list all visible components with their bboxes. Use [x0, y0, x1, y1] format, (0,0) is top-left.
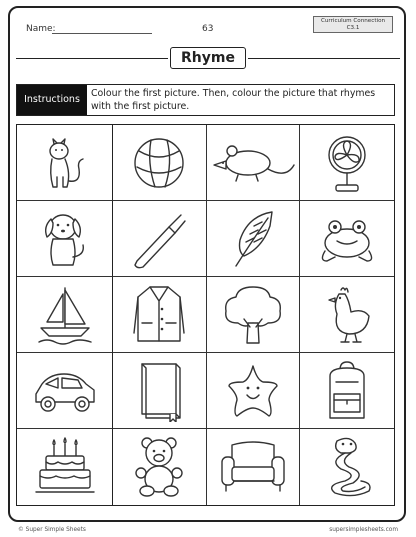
grid-cell[interactable]	[207, 125, 301, 201]
rat-icon	[210, 135, 296, 191]
grid-cell[interactable]	[17, 201, 113, 277]
chair-icon	[218, 439, 288, 495]
dog-icon	[35, 207, 95, 271]
grid-cell[interactable]	[300, 125, 394, 201]
instructions-box	[16, 84, 395, 116]
backpack-icon	[322, 360, 372, 422]
instructions-text: Colour the first picture. Then, colour the picture that rhymes with the first picture.	[91, 88, 376, 112]
grid-cell[interactable]	[113, 277, 207, 353]
grid-cell[interactable]	[17, 125, 113, 201]
grid-cell[interactable]	[113, 125, 207, 201]
name-label: Name:	[26, 24, 56, 34]
grid-cell[interactable]	[17, 277, 113, 353]
grid-cell[interactable]	[113, 429, 207, 505]
boat-icon	[35, 284, 95, 346]
curriculum-label: Curriculum Connection	[320, 18, 386, 24]
cat-icon	[35, 131, 95, 195]
instructions-label: Instructions	[17, 85, 87, 115]
grid-cell[interactable]	[300, 353, 394, 429]
website-text: supersimplesheets.com	[329, 527, 398, 533]
grid-cell[interactable]	[207, 353, 301, 429]
grid-cell[interactable]	[300, 429, 394, 505]
grid-cell[interactable]	[300, 277, 394, 353]
curriculum-connection-badge	[313, 16, 393, 33]
grid-cell[interactable]	[17, 353, 113, 429]
snake-icon	[319, 435, 375, 499]
grid-cell[interactable]	[207, 201, 301, 277]
hen-icon	[319, 284, 375, 346]
teddy-bear-icon	[129, 435, 189, 499]
copyright-text: © Super Simple Sheets	[18, 527, 86, 533]
cake-icon	[34, 436, 96, 498]
tree-icon	[220, 283, 286, 347]
grid-cell[interactable]	[113, 201, 207, 277]
feather-icon	[228, 208, 278, 270]
grid-cell[interactable]	[17, 429, 113, 505]
grid-cell[interactable]	[207, 429, 301, 505]
fan-icon	[322, 131, 372, 195]
picture-grid	[16, 124, 395, 506]
book-icon	[134, 360, 184, 422]
star-icon	[223, 362, 283, 420]
page-number: 63	[202, 24, 214, 34]
frog-icon	[315, 211, 379, 267]
coat-icon	[132, 283, 186, 347]
grid-cell[interactable]	[300, 201, 394, 277]
grid-cell[interactable]	[113, 353, 207, 429]
car-icon	[30, 366, 100, 416]
name-field[interactable]	[52, 33, 152, 34]
grid-cell[interactable]	[207, 277, 301, 353]
curriculum-code: C3.1	[346, 25, 360, 31]
ball-icon	[129, 133, 189, 193]
page-title: Rhyme	[170, 47, 246, 69]
cricket-bat-icon	[129, 209, 189, 269]
